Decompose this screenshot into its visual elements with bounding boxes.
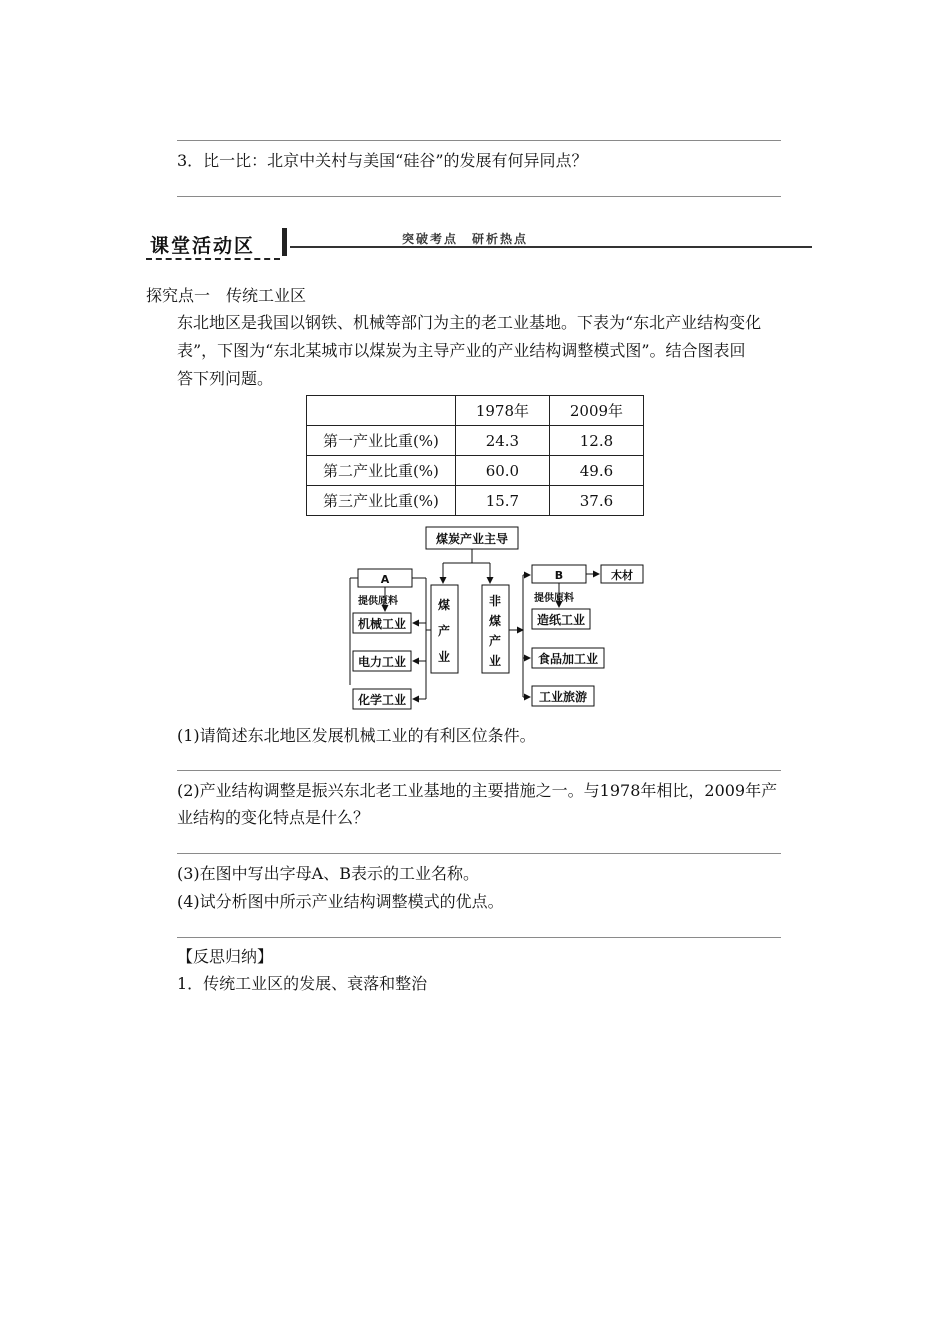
question-2-line: 业结构的变化特点是什么？: [177, 808, 370, 827]
industry-structure-table: [306, 395, 644, 516]
label-supply-left: 提供原料: [358, 596, 398, 607]
table-cell: 60.0: [455, 456, 549, 486]
label-b: B: [554, 569, 564, 582]
table-cell-label: 第三产业比重(%): [307, 486, 456, 516]
answer-line: [177, 853, 781, 854]
question-2-line: (2)产业结构调整是振兴东北老工业基地的主要措施之一。与1978年相比，2009年产: [177, 781, 778, 800]
intro-line: 表”，下图为“东北某城市以煤炭为主导产业的产业结构调整模式图”。结合图表回: [177, 341, 746, 360]
intro-line: 答下列问题。: [177, 369, 274, 388]
question-3: 3．比一比：北京中关村与美国“硅谷”的发展有何异同点？: [177, 151, 588, 170]
question-3-sub: (3)在图中写出字母A、B表示的工业名称。: [177, 864, 479, 883]
answer-line: [177, 196, 781, 197]
label-food: 食品加工业: [537, 652, 599, 666]
table-row: [307, 486, 644, 516]
table-row: [307, 456, 644, 486]
table-header-row: [307, 396, 644, 426]
label-paper: 造纸工业: [536, 613, 586, 627]
answer-line: [177, 937, 781, 938]
question-4: (4)试分析图中所示产业结构调整模式的优点。: [177, 892, 504, 911]
noncoal-char: 非: [488, 594, 502, 608]
noncoal-char: 业: [488, 654, 502, 668]
table-cell-label: 第二产业比重(%): [307, 456, 456, 486]
section-title: 探究点一 传统工业区: [146, 286, 307, 305]
reflection-item: 1．传统工业区的发展、衰落和整治: [177, 974, 428, 993]
answer-line: [177, 140, 781, 141]
label-chemical: 化学工业: [357, 693, 407, 707]
table-cell: 15.7: [455, 486, 549, 516]
label-machinery: 机械工业: [357, 617, 407, 631]
table-cell: 37.6: [549, 486, 643, 516]
label-power: 电力工业: [357, 655, 407, 669]
table-cell: 12.8: [549, 426, 643, 456]
table-row: [307, 426, 644, 456]
question-1: (1)请简述东北地区发展机械工业的有利区位条件。: [177, 726, 536, 745]
label-supply-right: 提供原料: [534, 593, 574, 604]
table-header-cell: 2009年: [549, 396, 643, 426]
noncoal-char: 产: [488, 634, 502, 648]
table-cell-label: 第一产业比重(%): [307, 426, 456, 456]
intro-line: 东北地区是我国以钢铁、机械等部门为主的老工业基地。下表为“东北产业结构变化: [177, 313, 762, 332]
reflection-title: 【反思归纳】: [177, 947, 274, 966]
top-box-label: 煤炭产业主导: [435, 532, 509, 546]
answer-line: [177, 770, 781, 771]
banner-divider: [282, 228, 287, 256]
banner-underline: [146, 258, 280, 260]
table-cell: 49.6: [549, 456, 643, 486]
banner-subtitle: 突破考点 研析热点: [402, 232, 529, 246]
table-header-cell: 1978年: [455, 396, 549, 426]
banner-title: 课堂活动区: [150, 235, 256, 257]
banner-rule: [290, 246, 812, 248]
coal-char: 煤: [437, 598, 451, 612]
label-tourism: 工业旅游: [538, 690, 588, 704]
label-wood: 木材: [611, 569, 633, 582]
coal-char: 业: [437, 650, 451, 664]
label-a: A: [380, 573, 390, 586]
industry-adjustment-diagram: [340, 525, 650, 711]
table-header-cell: [307, 396, 456, 426]
table-cell: 24.3: [455, 426, 549, 456]
intro-paragraph: [177, 309, 817, 393]
noncoal-char: 煤: [488, 614, 502, 628]
coal-char: 产: [437, 624, 451, 638]
